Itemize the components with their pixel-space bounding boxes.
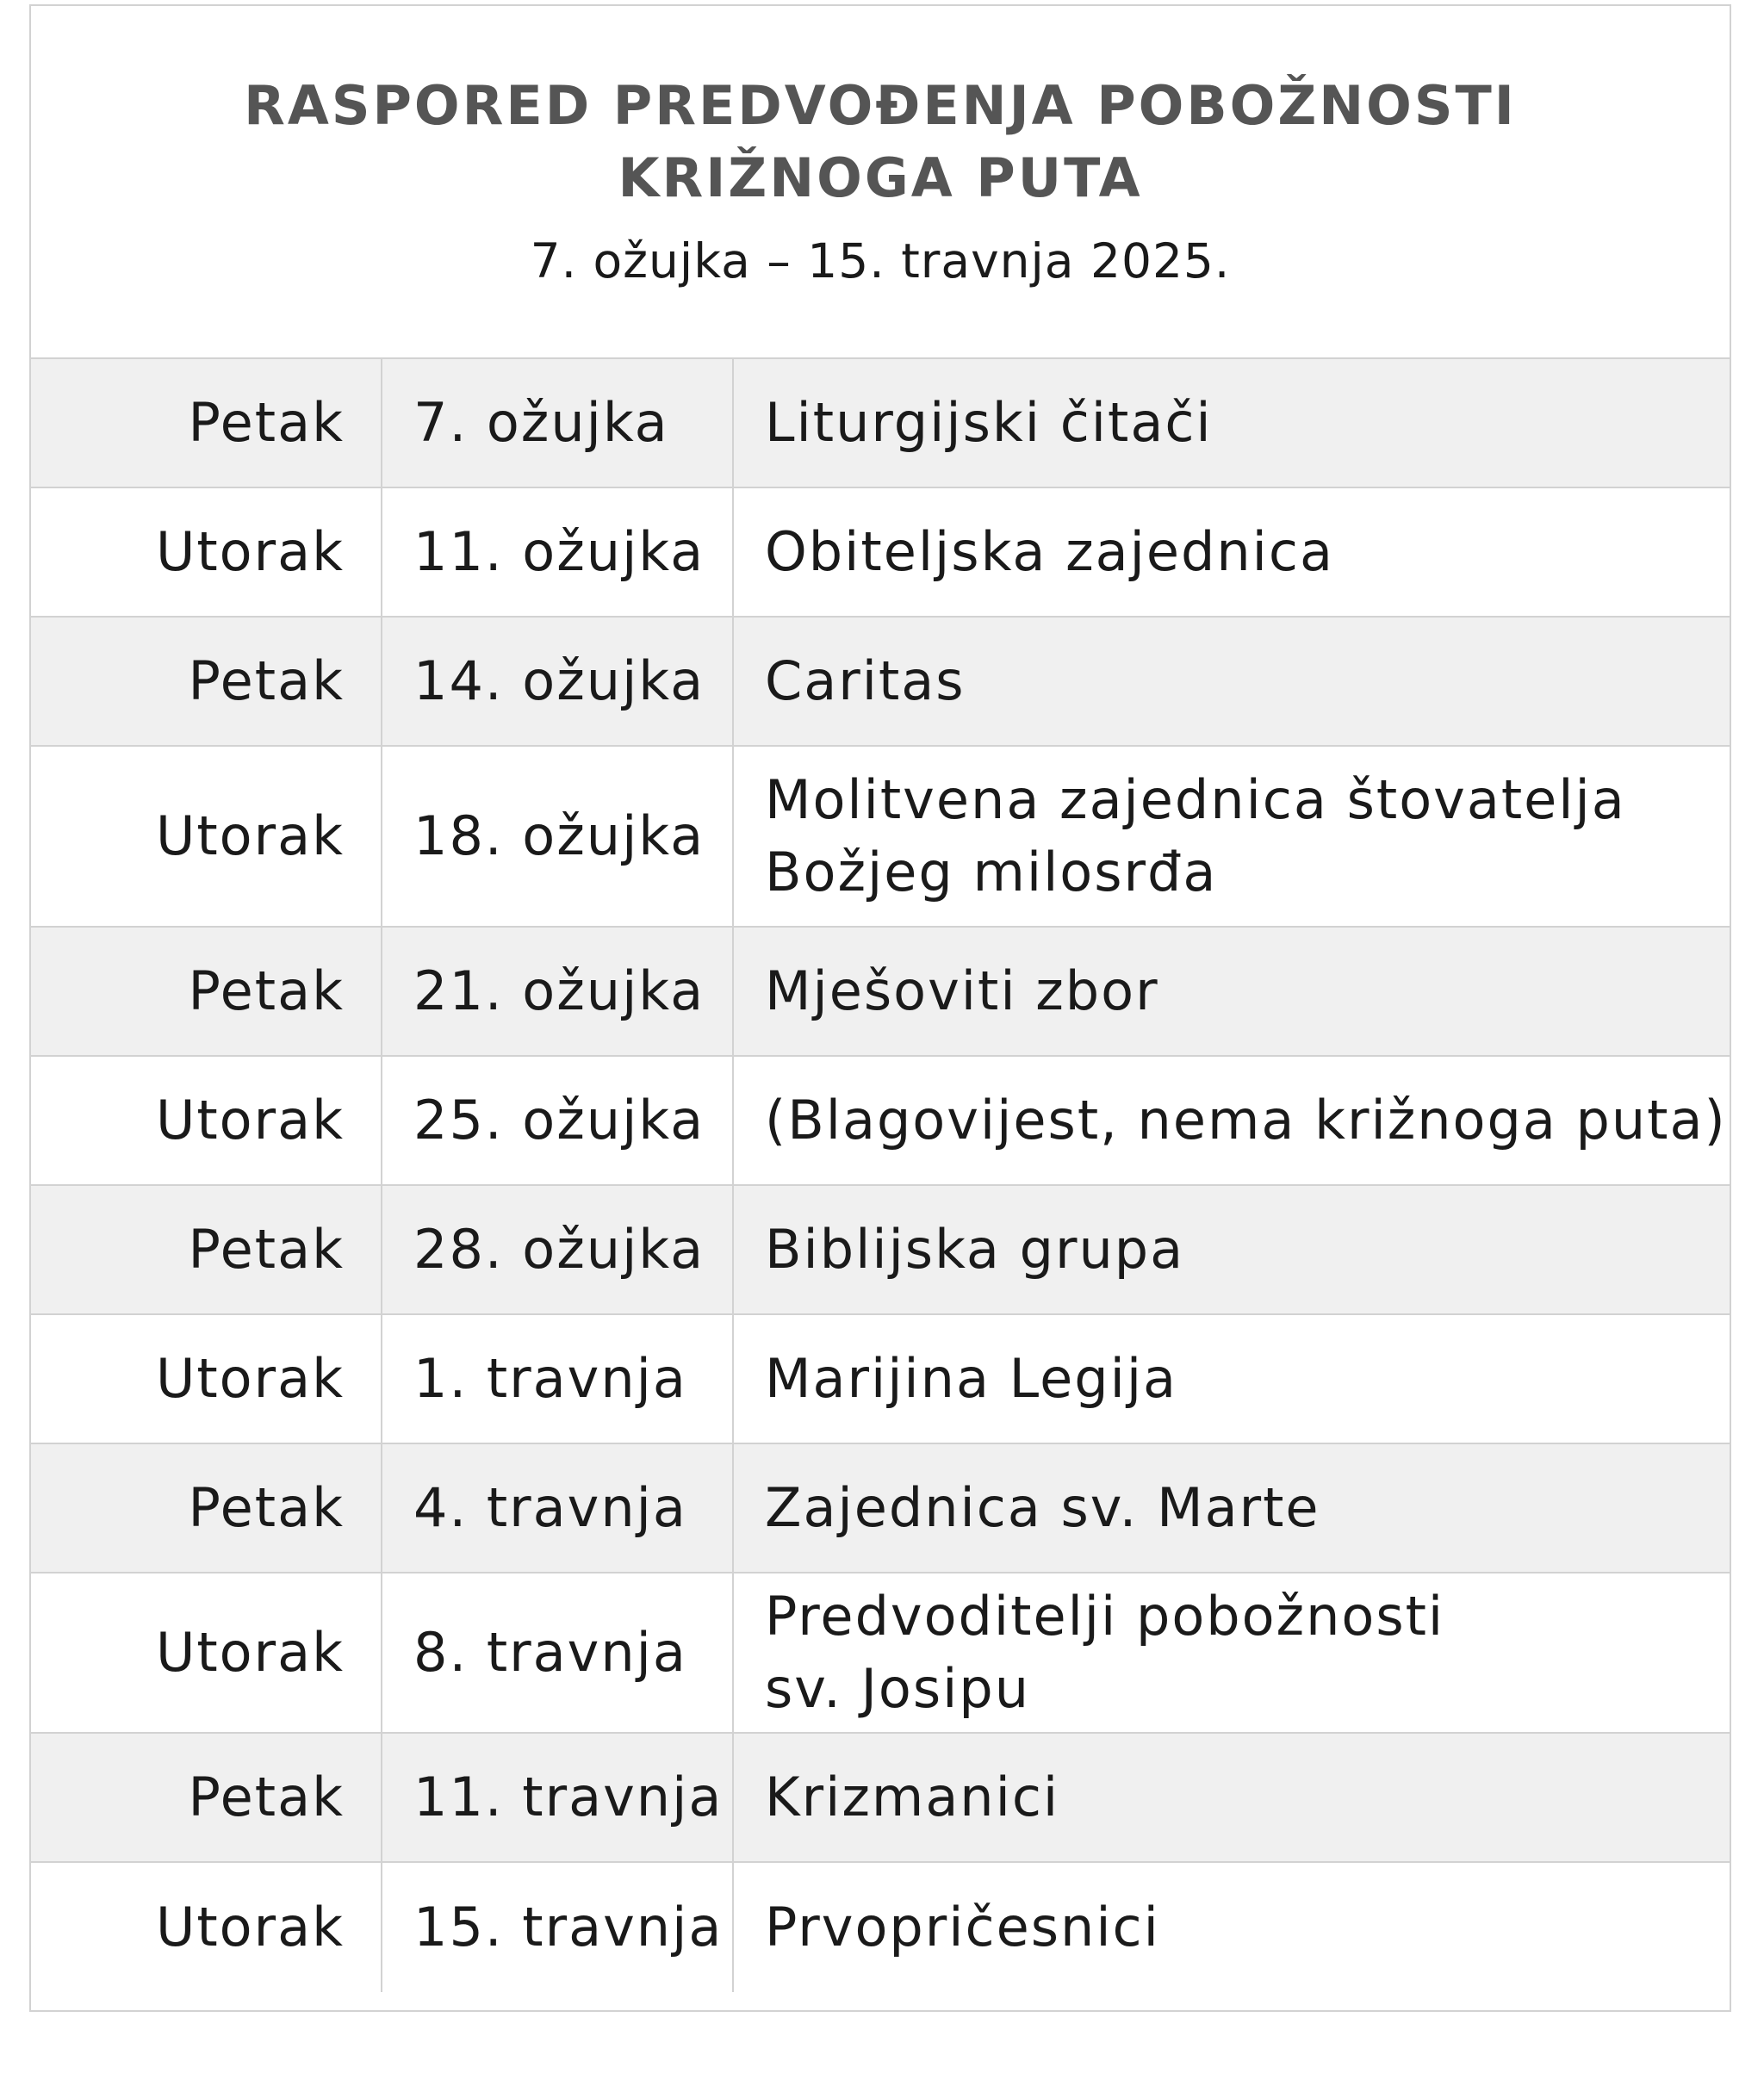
date-cell: 8. travnja bbox=[382, 1574, 734, 1732]
group-cell: Caritas bbox=[765, 649, 966, 712]
group-cell: Zajednica sv. Marte bbox=[765, 1476, 1320, 1539]
table-row bbox=[31, 616, 1730, 745]
date-cell: 15. travnja bbox=[382, 1863, 734, 1992]
day-cell: Utorak bbox=[31, 1315, 382, 1443]
table-row bbox=[31, 926, 1730, 1055]
group-cell: Prvopričesnici bbox=[765, 1896, 1160, 1958]
date-cell: 1. travnja bbox=[382, 1315, 734, 1443]
table-row bbox=[31, 357, 1730, 487]
group-cell: Liturgijski čitači bbox=[765, 391, 1213, 454]
table-row bbox=[31, 1861, 1730, 1992]
schedule-table bbox=[31, 357, 1730, 1992]
date-cell: 18. ožujka bbox=[382, 747, 734, 926]
date-range-subtitle: 7. ožujka – 15. travnja 2025. bbox=[530, 233, 1231, 289]
day-cell: Utorak bbox=[31, 1574, 382, 1732]
day-cell: Petak bbox=[31, 1444, 382, 1572]
day-cell: Utorak bbox=[31, 1057, 382, 1184]
table-row bbox=[31, 745, 1730, 926]
schedule-frame bbox=[29, 4, 1731, 2012]
day-cell: Petak bbox=[31, 928, 382, 1055]
day-cell: Utorak bbox=[31, 747, 382, 926]
table-row bbox=[31, 1443, 1730, 1572]
date-cell: 11. travnja bbox=[382, 1734, 734, 1861]
group-cell: Obiteljska zajednica bbox=[765, 520, 1334, 583]
group-cell: Mješoviti zbor bbox=[765, 959, 1159, 1022]
group-cell: Molitvena zajednica štovatelja Božjeg milosrđa bbox=[765, 768, 1626, 903]
table-row bbox=[31, 1313, 1730, 1443]
day-cell: Utorak bbox=[31, 1863, 382, 1992]
table-row bbox=[31, 1572, 1730, 1732]
day-cell: Petak bbox=[31, 1734, 382, 1861]
group-cell: Predvoditelji pobožnosti sv. Josipu bbox=[765, 1585, 1445, 1720]
day-cell: Petak bbox=[31, 618, 382, 745]
date-cell: 28. ožujka bbox=[382, 1186, 734, 1313]
day-cell: Utorak bbox=[31, 488, 382, 616]
group-cell: Biblijska grupa bbox=[765, 1218, 1185, 1281]
page-title-line-2: KRIŽNOGA PUTA bbox=[618, 146, 1143, 209]
table-row bbox=[31, 1055, 1730, 1184]
day-cell: Petak bbox=[31, 1186, 382, 1313]
date-cell: 7. ožujka bbox=[382, 359, 734, 487]
table-row bbox=[31, 1184, 1730, 1313]
table-row bbox=[31, 1732, 1730, 1861]
date-cell: 14. ožujka bbox=[382, 618, 734, 745]
group-cell: Krizmanici bbox=[765, 1766, 1060, 1828]
table-row bbox=[31, 487, 1730, 616]
date-cell: 21. ožujka bbox=[382, 928, 734, 1055]
page-title-line-1: RASPORED PREDVOĐENJA POBOŽNOSTI bbox=[244, 74, 1517, 137]
day-cell: Petak bbox=[31, 359, 382, 487]
date-cell: 25. ožujka bbox=[382, 1057, 734, 1184]
date-cell: 11. ožujka bbox=[382, 488, 734, 616]
group-cell: Marijina Legija bbox=[765, 1347, 1178, 1410]
group-cell: (Blagovijest, nema križnoga puta) bbox=[765, 1089, 1727, 1151]
date-cell: 4. travnja bbox=[382, 1444, 734, 1572]
schedule-header bbox=[31, 6, 1730, 357]
